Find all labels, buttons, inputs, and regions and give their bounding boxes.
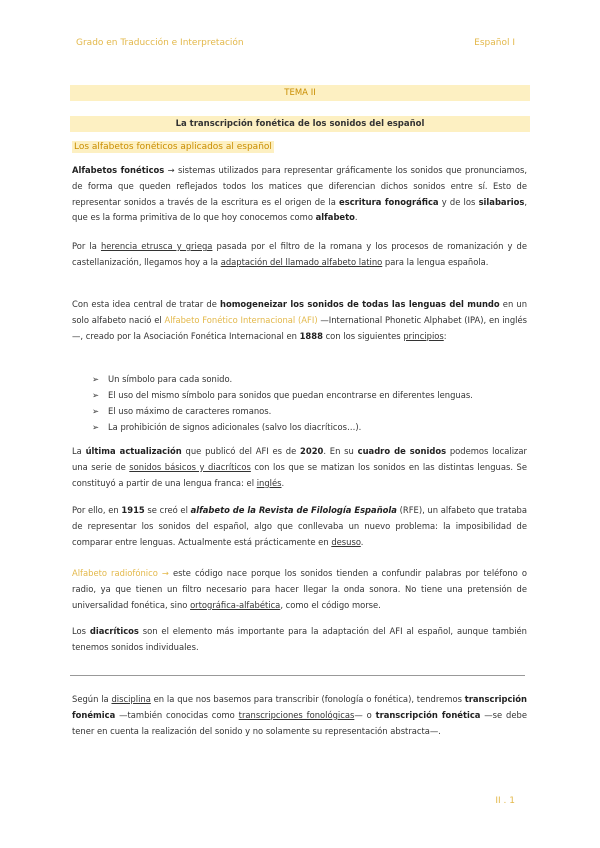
paragraph-transcripcion: Según la disciplina en la que nos basemos para transcribir (fonología o fonética), tendremos transcripción fonémica —también conocidas como transcripciones fonológicas— o transcripción fonética —se debe tener en cuenta la realización del sonido y no solamente su representación abstracta—. bbox=[72, 694, 527, 736]
list-item: ➢ El uso máximo de caracteres romanos. bbox=[92, 403, 532, 419]
paragraph-afi: Con esta idea central de tratar de homogeneizar los sonidos de todas las lenguas del mundo en un solo alfabeto nació el Alfabeto Fonético Internacional (AFI) —International Phonetic Alphabet (IPA), en inglés—, creado por la Asociación Fonética Internacional en 1888 con los siguientes principios: bbox=[72, 299, 528, 341]
term-alfabetos-foneticos: Alfabetos fonéticos bbox=[72, 165, 165, 175]
page-number: II . 1 bbox=[495, 796, 515, 806]
paragraph-diacriticos: Los diacríticos son el elemento más importante para la adaptación del AFI al español, aunque también tenemos sonidos individuales. bbox=[72, 626, 527, 652]
paragraph-radiofonico: Alfabeto radiofónico → este código nace porque los sonidos tienden a confundir palabras por teléfono o radio, ya que tienen un filtro necesario para hacer llegar la onda sonora. No tiene una pretensión de universalidad fonética, sino ortográfica-alfabética, como el código morse. bbox=[72, 568, 527, 610]
divider bbox=[70, 675, 525, 676]
topic-label: TEMA II bbox=[70, 85, 530, 101]
header-course: Grado en Traducción e Interpretación bbox=[76, 38, 244, 48]
arrow-bullet-icon: ➢ bbox=[92, 374, 100, 384]
principles-list bbox=[92, 371, 532, 435]
paragraph-rfe: Por ello, en 1915 se creó el alfabeto de la Revista de Filología Española (RFE), un alfabeto que trataba de representar los sonidos del español, algo que conllevaba un nuevo problema: la imposibilidad de comparar entre lenguas. Actualmente está prácticamente en desuso. bbox=[72, 505, 528, 547]
list-item: ➢ Un símbolo para cada sonido. bbox=[92, 371, 532, 387]
list-item: ➢ La prohibición de signos adicionales (salvo los diacríticos…). bbox=[92, 419, 532, 435]
paragraph-alfabetos-foneticos: Alfabetos fonéticos → sistemas utilizados para representar gráficamente los sonidos que pronunciamos, de forma que queden reflejados todos los matices que diferencian dichos sonidos entre sí. Esto de representar sonidos a través de la escritura es el origen de la escritura fonográfica y de los silabarios, que es la forma primitiva de lo que hoy conocemos como alfabeto. bbox=[72, 165, 527, 223]
arrow-bullet-icon: ➢ bbox=[92, 422, 100, 432]
section-title: Los alfabetos fonéticos aplicados al español bbox=[74, 142, 272, 152]
arrow-bullet-icon: ➢ bbox=[92, 390, 100, 400]
header-subject: Español I bbox=[474, 38, 515, 48]
paragraph-actualizacion: La última actualización que publicó del AFI es de 2020. En su cuadro de sonidos podemos localizar una serie de sonidos básicos y diacríticos con los que se matizan los sonidos en las distintas lenguas. Se constituyó a partir de una lengua franca: el inglés. bbox=[72, 446, 528, 488]
page-title: La transcripción fonética de los sonidos del español bbox=[70, 116, 530, 132]
arrow-bullet-icon: ➢ bbox=[92, 406, 100, 416]
list-item: ➢ El uso del mismo símbolo para sonidos que puedan encontrarse en diferentes lenguas. bbox=[92, 387, 532, 403]
paragraph-herencia: Por la herencia etrusca y griega pasada por el filtro de la romana y los procesos de romanización y de castellanización, llegamos hoy a la adaptación del llamado alfabeto latino para la lengua española. bbox=[72, 241, 527, 267]
